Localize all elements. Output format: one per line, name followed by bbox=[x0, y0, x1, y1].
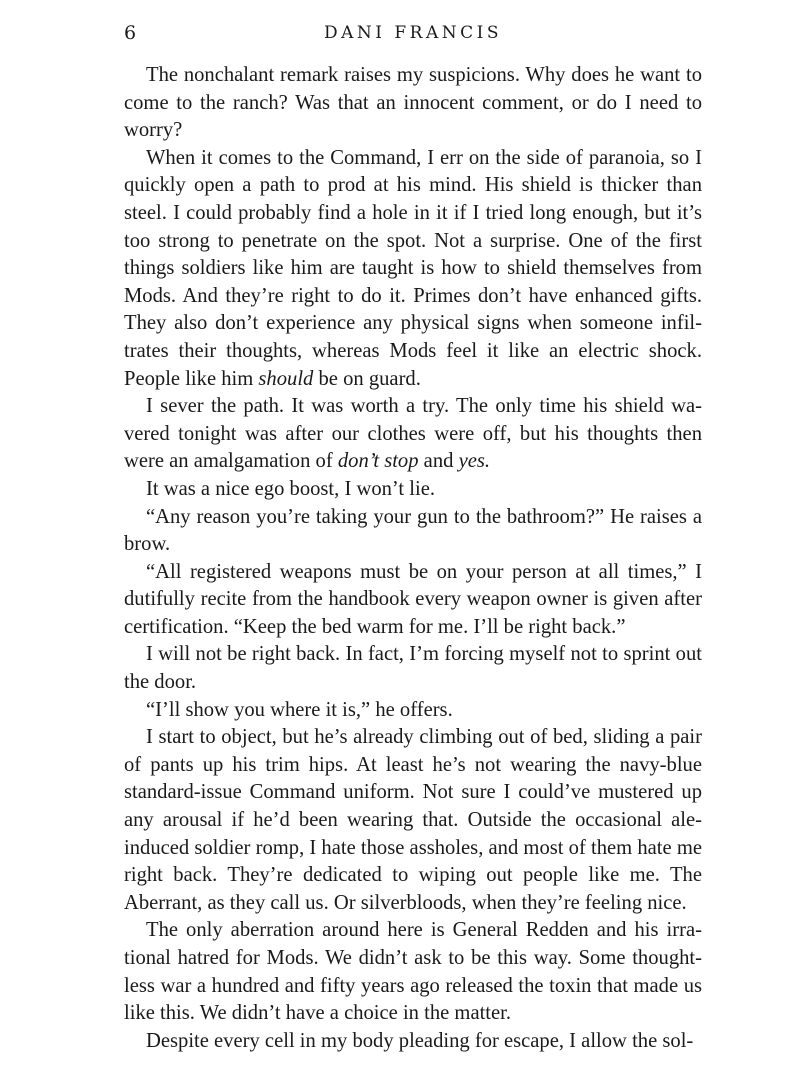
paragraph-text: be on guard. bbox=[313, 367, 421, 390]
emphasis-text: yes. bbox=[458, 450, 491, 473]
paragraph-text: When it comes to the Command, I err on the side of paranoia, so I quickly open a path to prod at his mind. His shield is thicker than steel. I could probably find a hole in it if I tried long enough, but it’s too strong to penetrate on the spot. Not a surprise. One of the first things soldiers like him are taught is how to shield themselves from Mods. And they’re right to do it. Primes don’t have enhanced gifts. They also don’t experience any physical signs when someone infiltrates their thoughts, whereas Mods feel it like an electric shock. People like him bbox=[124, 146, 702, 390]
page-header bbox=[124, 22, 702, 48]
paragraph: “Any reason you’re taking your gun to the bathroom?” He raises a brow. bbox=[124, 505, 702, 556]
paragraph: Despite every cell in my body pleading for escape, I allow the sol- bbox=[146, 1029, 694, 1052]
paragraph: The only aberration around here is General Redden and his irrational hatred for Mods. We didn’t ask to be this way. Some thoughtless war a hundred and fifty years ago released the toxin that made us like this. We didn’t have a choice in the matter. bbox=[124, 919, 702, 1025]
paragraph bbox=[124, 145, 702, 393]
paragraph: I will not be right back. In fact, I’m forcing myself not to sprint out the door. bbox=[124, 643, 702, 694]
emphasis-text: don’t stop bbox=[337, 450, 419, 473]
paragraph-text: and bbox=[418, 450, 459, 473]
paragraph: “All registered weapons must be on your person at all times,” I dutifully recite from the handbook every weapon owner is given after certification. “Keep the bed warm for me. I’ll be right back.” bbox=[124, 560, 702, 638]
page-number: 6 bbox=[124, 22, 137, 44]
paragraph: I start to object, but he’s already climbing out of bed, sliding a pair of pants up his trim hips. At least he’s not wearing the navy-blue standard-issue Command uniform. Not sure I could’ve mustered up any arousal if he’d been wearing that. Outside the occasional ale-induced soldier romp, I hate those assholes, and most of them hate me right back. They’re dedicated to wiping out people like me. The Aberrant, as they call us. Or silverbloods, when they’re feeling nice. bbox=[124, 726, 702, 914]
body-text bbox=[124, 62, 702, 1055]
paragraph: It was a nice ego boost, I won’t lie. bbox=[146, 477, 436, 500]
running-head-author: DANI FRANCIS bbox=[323, 23, 503, 43]
emphasis-text: should bbox=[258, 367, 314, 390]
paragraph: “I’ll show you where it is,” he offers. bbox=[146, 698, 453, 721]
paragraph bbox=[124, 393, 702, 476]
paragraph-text: I sever the path. It was worth a try. The only time his shield wavered tonight was after our clothes were off, but his thoughts then were an amalgamation of bbox=[124, 395, 702, 473]
paragraph: The nonchalant remark raises my suspicions. Why does he want to come to the ranch? Was that an innocent comment, or do I need to worry? bbox=[124, 64, 702, 142]
